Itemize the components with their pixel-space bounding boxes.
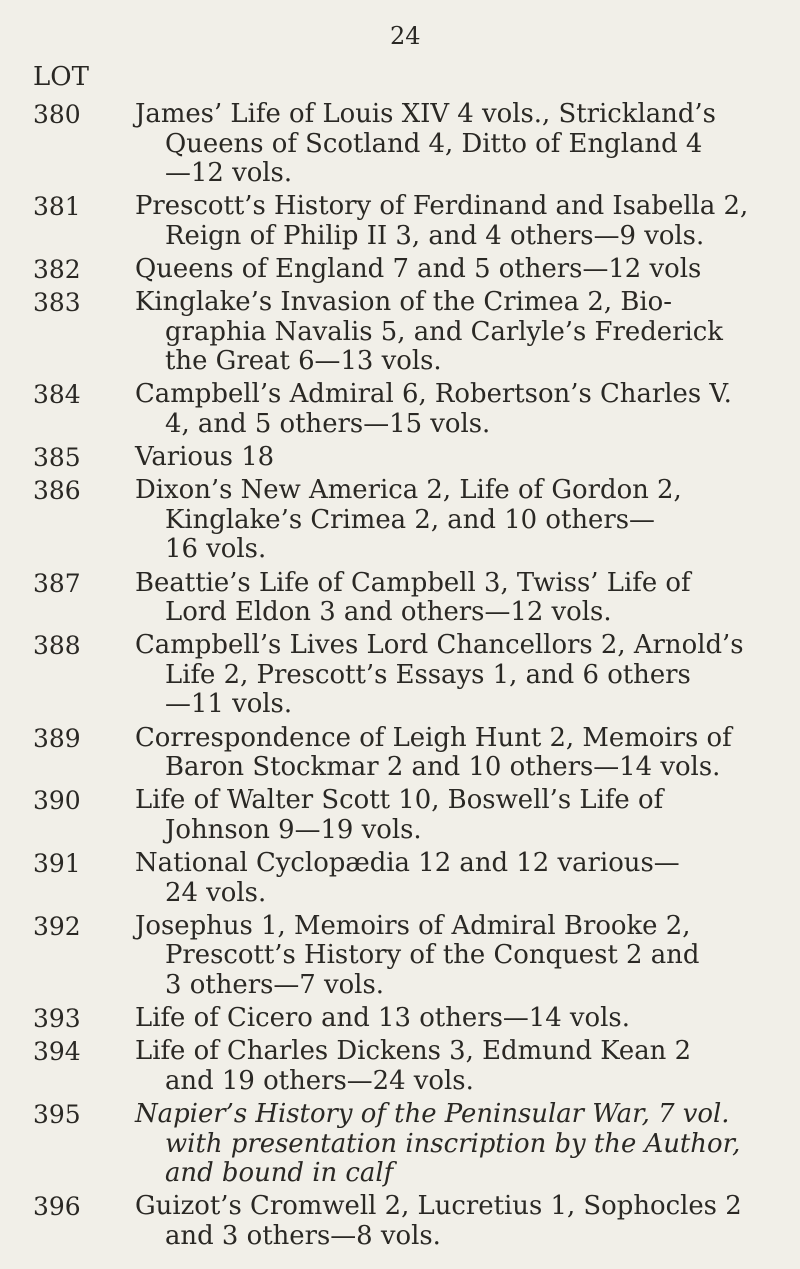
description-line: Life of Charles Dickens 3, Edmund Kean 2 (135, 1036, 692, 1067)
lot-description (135, 288, 790, 377)
description-line: Prescott’s History of the Conquest 2 and (165, 940, 700, 971)
lot-number: 385 (33, 443, 81, 473)
lot-description (135, 255, 790, 285)
description-line: Lord Eldon 3 and others—12 vols. (165, 597, 612, 628)
description-line: and 3 others—8 vols. (165, 1220, 441, 1251)
description-line: and bound in calf (165, 1158, 394, 1189)
description-line: 16 vols. (165, 534, 267, 565)
description-line: Baron Stockmar 2 and 10 others—14 vols. (165, 752, 721, 783)
description-line: Campbell’s Lives Lord Chancellors 2, Arnold’s (135, 630, 744, 661)
description-line: Queens of England 7 and 5 others—12 vols (135, 253, 702, 284)
lot-number: 381 (33, 192, 81, 222)
description-line: 4, and 5 others—15 vols. (165, 408, 491, 439)
page-number: 24 (390, 22, 421, 50)
description-line: Correspondence of Leigh Hunt 2, Memoirs of (135, 722, 732, 753)
lot-description (135, 569, 790, 628)
lot-description (135, 1100, 790, 1189)
lot-description (135, 443, 790, 473)
lot-description (135, 724, 790, 783)
lot-description (135, 631, 790, 720)
description-line: James’ Life of Louis XIV 4 vols., Strickland’s (135, 99, 716, 129)
lot-description (135, 192, 790, 251)
lot-number: 393 (33, 1004, 81, 1034)
lot-number: 387 (33, 568, 81, 598)
lot-description (135, 100, 790, 189)
lot-description (135, 849, 790, 908)
description-line: Reign of Philip II 3, and 4 others—9 vols. (165, 220, 705, 251)
lot-number: 394 (33, 1037, 81, 1067)
description-line: Campbell’s Admiral 6, Robertson’s Charles V. (135, 379, 732, 410)
lot-description (135, 786, 790, 845)
description-line: graphia Navalis 5, and Carlyle’s Frederick (165, 316, 723, 347)
description-line: —11 vols. (165, 689, 293, 720)
lot-number: 384 (33, 380, 81, 410)
description-line: Life of Walter Scott 10, Boswell’s Life of (135, 785, 664, 816)
description-line: Guizot’s Cromwell 2, Lucretius 1, Sophocles 2 (135, 1191, 742, 1222)
description-line: Various 18 (135, 442, 275, 473)
lot-description (135, 1192, 790, 1251)
description-line: 3 others—7 vols. (165, 969, 384, 1000)
description-line: Johnson 9—19 vols. (165, 814, 422, 845)
lot-number: 389 (33, 723, 81, 753)
lot-column-header: LOT (33, 62, 89, 92)
description-line: the Great 6—13 vols. (165, 346, 442, 377)
description-line: Prescott’s History of Ferdinand and Isabella 2, (135, 191, 749, 222)
description-line: Beattie’s Life of Campbell 3, Twiss’ Life of (135, 567, 691, 598)
lot-number: 386 (33, 476, 81, 506)
lot-number: 383 (33, 288, 81, 318)
lot-description (135, 380, 790, 439)
lot-number: 388 (33, 631, 81, 661)
description-line: Queens of Scotland 4, Ditto of England 4 (165, 128, 703, 159)
lot-description (135, 912, 790, 1001)
lot-number: 390 (33, 786, 81, 816)
description-line: —12 vols. (165, 158, 293, 189)
lot-number: 395 (33, 1100, 81, 1130)
description-line: 24 vols. (165, 877, 267, 908)
lot-description (135, 1037, 790, 1096)
description-line: with presentation inscription by the Author, (165, 1128, 741, 1159)
lot-number: 391 (33, 849, 81, 879)
description-line: Kinglake’s Crimea 2, and 10 others— (165, 504, 655, 535)
lot-description (135, 1004, 790, 1034)
description-line: and 19 others—24 vols. (165, 1065, 474, 1096)
description-line: National Cyclopædia 12 and 12 various— (135, 848, 680, 879)
description-line: Life of Cicero and 13 others—14 vols. (135, 1003, 630, 1034)
description-line: Kinglake’s Invasion of the Crimea 2, Bio- (135, 287, 672, 318)
lot-number: 392 (33, 911, 81, 941)
lot-number: 382 (33, 254, 81, 284)
description-line: Josephus 1, Memoirs of Admiral Brooke 2, (135, 910, 691, 941)
description-line: Dixon’s New America 2, Life of Gordon 2, (135, 475, 682, 506)
lot-description (135, 476, 790, 565)
lot-number: 380 (33, 100, 81, 129)
description-line: Life 2, Prescott’s Essays 1, and 6 others (165, 659, 691, 690)
description-line: Napier’s History of the Peninsular War, 7 vol. (135, 1099, 730, 1130)
lot-number: 396 (33, 1192, 81, 1222)
